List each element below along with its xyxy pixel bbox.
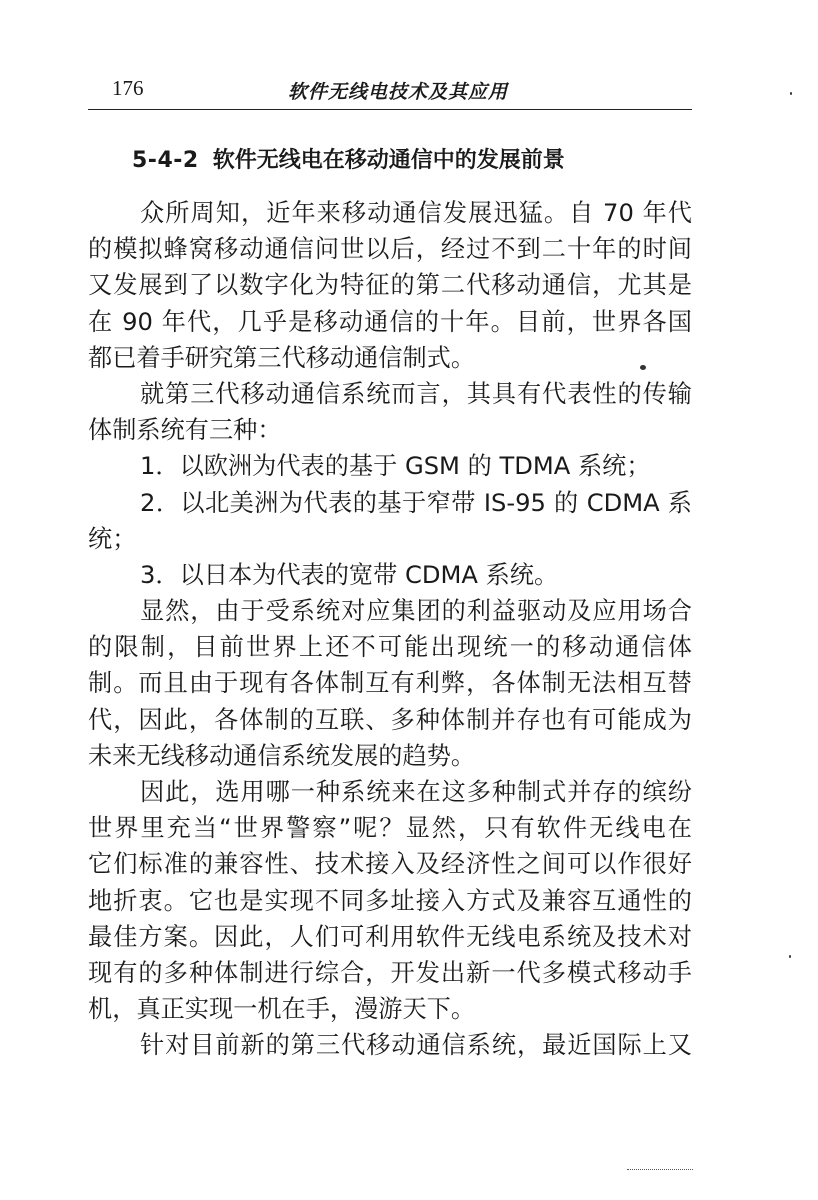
paragraph-line: 的限制，目前世界上还不可能出现统一的移动通信体: [88, 633, 692, 662]
paragraph-line: 显然，由于受系统对应集团的利益驱动及应用场合: [140, 597, 692, 626]
paragraph-line: 它们标准的兼容性、技术接入及经济性之间可以作很好: [88, 850, 692, 879]
running-header: [88, 68, 692, 108]
paragraph-line: 机，真正实现一机在手，漫游天下。: [88, 995, 476, 1024]
scan-speck: [640, 365, 646, 370]
scan-footer-mark: [627, 1169, 693, 1170]
paragraph-line: 最佳方案。因此，人们可利用软件无线电系统及技术对: [88, 922, 692, 951]
section-heading: [132, 143, 565, 174]
paragraph-line: 体制系统有三种：: [88, 416, 282, 445]
paragraph-line: 都已着手研究第三代移动通信制式。: [88, 343, 476, 372]
paragraph-line: 现有的多种体制进行综合，开发出新一代多模式移动手: [88, 958, 692, 987]
paragraph-line: 地折衷。它也是实现不同多址接入方式及兼容互通性的: [88, 886, 692, 915]
section-number: 5-4-2: [132, 148, 199, 173]
paragraph-line: 代，因此，各体制的互联、多种体制并存也有可能成为: [88, 705, 692, 734]
paragraph-line: 针对目前新的第三代移动通信系统，最近国际上又: [140, 1031, 692, 1060]
running-book-title: 软件无线电技术及其应用: [288, 81, 509, 103]
paragraph-line: 的模拟蜂窝移动通信问世以后，经过不到二十年的时间: [88, 235, 692, 264]
paragraph-line: 世界里充当“世界警察”呢？显然，只有软件无线电在: [88, 814, 692, 843]
paragraph-line: 就第三代移动通信系统而言，其具有代表性的传输: [140, 379, 692, 408]
list-item-line: 3．以日本为代表的宽带 CDMA 系统。: [140, 560, 559, 589]
header-rule: [88, 109, 692, 110]
list-item-line: 1．以欧洲为代表的基于 GSM 的 TDMA 系统；: [140, 452, 651, 481]
paragraph-line: 在 90 年代，几乎是移动通信的十年。目前，世界各国: [88, 307, 692, 336]
scan-speck: [789, 955, 791, 958]
paragraph-line: 未来无线移动通信系统发展的趋势。: [88, 741, 476, 770]
paragraph-line: 又发展到了以数字化为特征的第二代移动通信，尤其是: [88, 271, 692, 300]
list-item-line: 2．以北美洲为代表的基于窄带 IS-95 的 CDMA 系: [140, 488, 692, 517]
body-text: [88, 195, 692, 1064]
paragraph-line: 众所周知，近年来移动通信发展迅猛。自 70 年代: [140, 199, 692, 227]
paragraph-line: 制。而且由于现有各体制互有利弊，各体制无法相互替: [88, 669, 692, 698]
list-item-line: 统；: [88, 524, 137, 553]
section-title: 软件无线电在移动通信中的发展前景: [212, 148, 565, 173]
scan-speck: [790, 92, 792, 95]
paragraph-line: 因此，选用哪一种系统来在这多种制式并存的缤纷: [140, 778, 692, 806]
page-number: 176: [112, 76, 144, 100]
